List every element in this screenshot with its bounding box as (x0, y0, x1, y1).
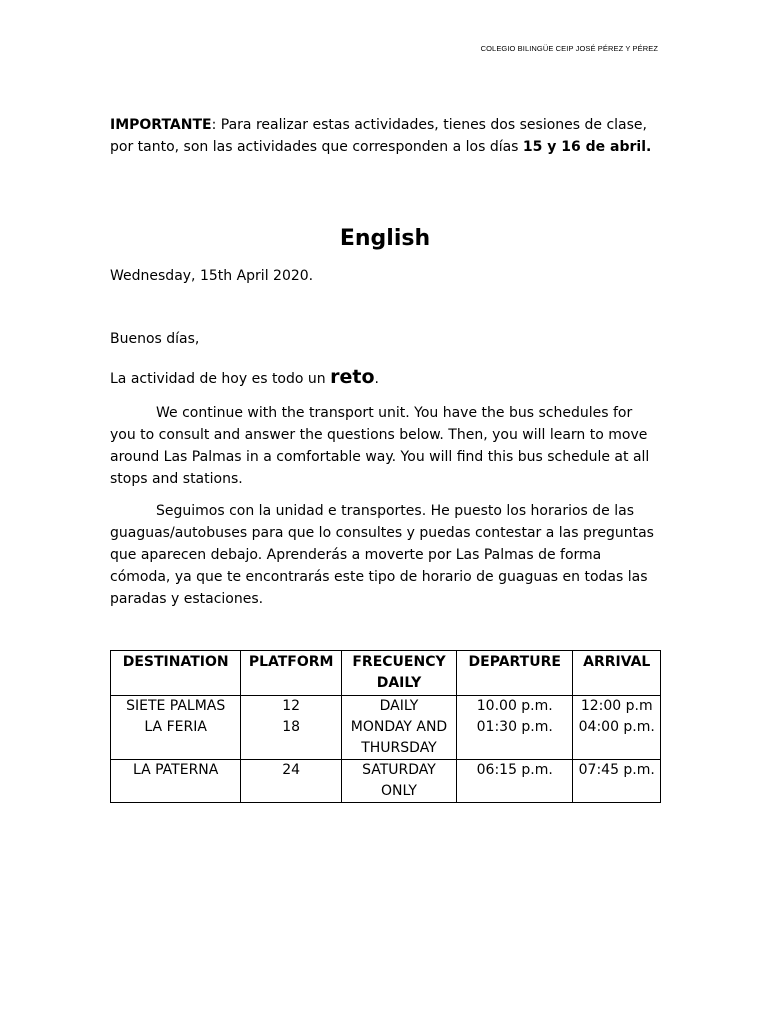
notice-text: : Para realizar estas actividades, tienes dos sesiones de clase, por tanto, son las actividades que corresponden a los días (110, 117, 647, 155)
cell-arrival: 04:00 p.m. (573, 717, 661, 760)
paragraph-spanish: Seguimos con la unidad e transportes. He puesto los horarios de las guaguas/autobuses para que lo consultes y puedas contestar a las preguntas que aparecen debajo. Aprenderás a moverte por Las Palmas de forma cómoda, ya que te encontrarás este tipo de horario de guaguas en todas las paradas y estaciones. (110, 503, 654, 607)
notice-end: . (646, 139, 652, 155)
cell-departure: 01:30 p.m. (457, 717, 573, 760)
cell-departure: 06:15 p.m. (457, 760, 573, 803)
challenge-word: reto (330, 366, 375, 388)
cell-platform: 24 (241, 760, 342, 803)
greeting: Buenos días, (110, 331, 200, 347)
cell-departure: 10.00 p.m. (457, 696, 573, 718)
important-notice (110, 114, 660, 158)
header-departure: DEPARTURE (457, 651, 573, 696)
header-arrival: ARRIVAL (573, 651, 661, 696)
school-header: COLEGIO BILINGÜE CEIP JOSÉ PÉREZ Y PÉREZ (480, 44, 658, 53)
notice-label: IMPORTANTE (110, 117, 212, 133)
table-row (111, 717, 661, 760)
cell-frequency: SATURDAY ONLY (341, 760, 456, 803)
header-platform: PLATFORM (241, 651, 342, 696)
bus-schedule-table (110, 650, 661, 803)
document-body (110, 114, 660, 607)
notice-dates: 15 y 16 de abril (522, 139, 646, 155)
table-header-row (111, 651, 661, 696)
challenge-text: La actividad de hoy es todo un (110, 371, 331, 387)
cell-destination: SIETE PALMAS (111, 696, 241, 718)
cell-platform: 18 (241, 717, 342, 760)
table-row (111, 696, 661, 718)
cell-destination: LA FERIA (111, 717, 241, 760)
challenge-end: . (374, 371, 379, 387)
cell-platform: 12 (241, 696, 342, 718)
table-row (111, 760, 661, 803)
lesson-date: Wednesday, 15th April 2020. (110, 268, 314, 284)
cell-frequency: MONDAY AND THURSDAY (341, 717, 456, 760)
header-destination: DESTINATION (111, 651, 241, 696)
cell-frequency: DAILY (341, 696, 456, 718)
header-frequency: FRECUENCY DAILY (341, 651, 456, 696)
challenge-line (110, 366, 379, 390)
page-title: English (339, 226, 431, 251)
cell-destination: LA PATERNA (111, 760, 241, 803)
cell-arrival: 07:45 p.m. (573, 760, 661, 803)
paragraph-english: We continue with the transport unit. You have the bus schedules for you to consult and answer the questions below. Then, you will learn to move around Las Palmas in a comfortable way. You will find this bus schedule at all stops and stations. (110, 405, 650, 487)
cell-arrival: 12:00 p.m (573, 696, 661, 718)
